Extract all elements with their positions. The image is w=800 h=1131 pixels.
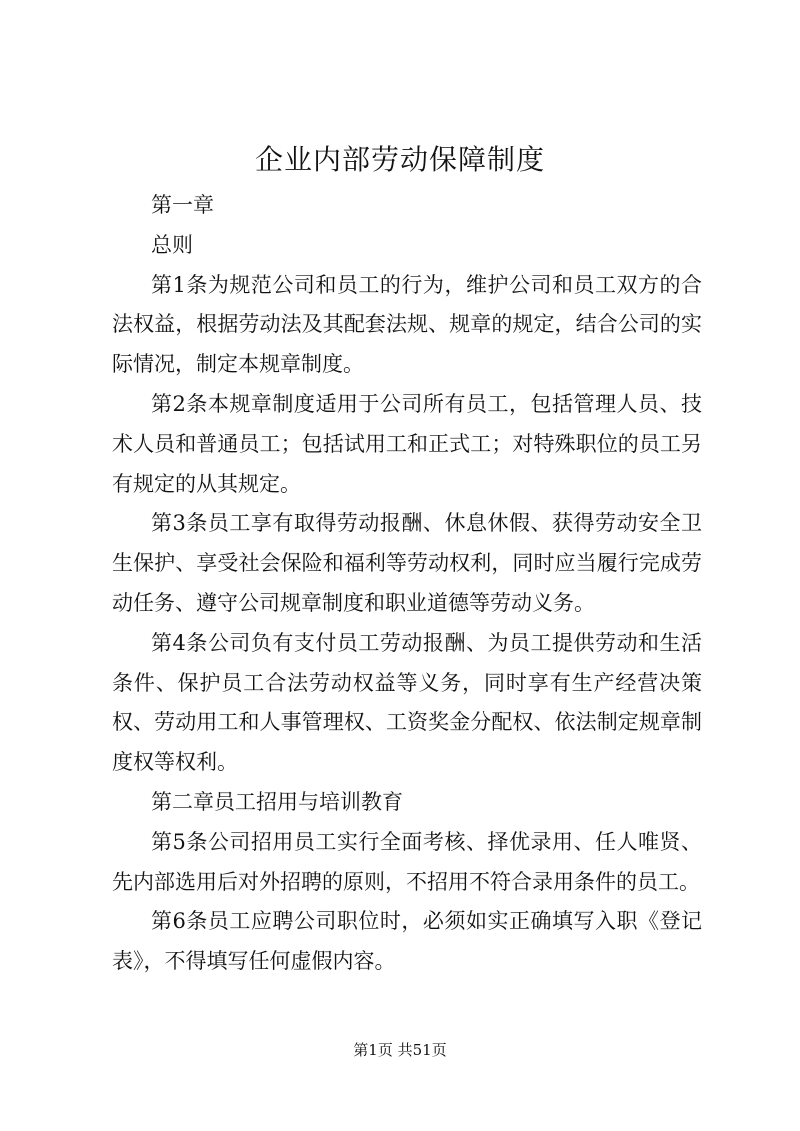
article-paragraph: 第1条为规范公司和员工的行为，维护公司和员工双方的合法权益，根据劳动法及其配套法规、规章的规定，结合公司的实际情况，制定本规章制度。 (112, 272, 702, 377)
document-body (112, 186, 702, 982)
page-footer: 第1页 共51页 (353, 1041, 447, 1059)
article-paragraph: 第5条公司招用员工实行全面考核、择优录用、任人唯贤、先内部选用后对外招聘的原则，不招用不符合录用条件的员工。 (112, 829, 702, 894)
document-title: 企业内部劳动保障制度 (254, 143, 545, 176)
chapter-heading: 第二章员工招用与培训教育 (151, 789, 403, 814)
section-heading: 总则 (151, 232, 193, 257)
chapter-heading: 第一章 (151, 193, 214, 217)
article-paragraph: 第6条员工应聘公司职位时，必须如实正确填写入职《登记表》，不得填写任何虚假内容。 (112, 909, 702, 974)
article-paragraph: 第2条本规章制度适用于公司所有员工，包括管理人员、技术人员和普通员工；包括试用工和正式工；对特殊职位的员工另有规定的从其规定。 (112, 391, 702, 496)
article-paragraph: 第3条员工享有取得劳动报酬、休息休假、获得劳动安全卫生保护、享受社会保险和福利等劳动权利，同时应当履行完成劳动任务、遵守公司规章制度和职业道德等劳动义务。 (112, 511, 702, 615)
article-paragraph: 第4条公司负有支付员工劳动报酬、为员工提供劳动和生活条件、保护员工合法劳动权益等义务，同时享有生产经营决策权、劳动用工和人事管理权、工资奖金分配权、依法制定规章制度权等权利。 (112, 630, 702, 775)
